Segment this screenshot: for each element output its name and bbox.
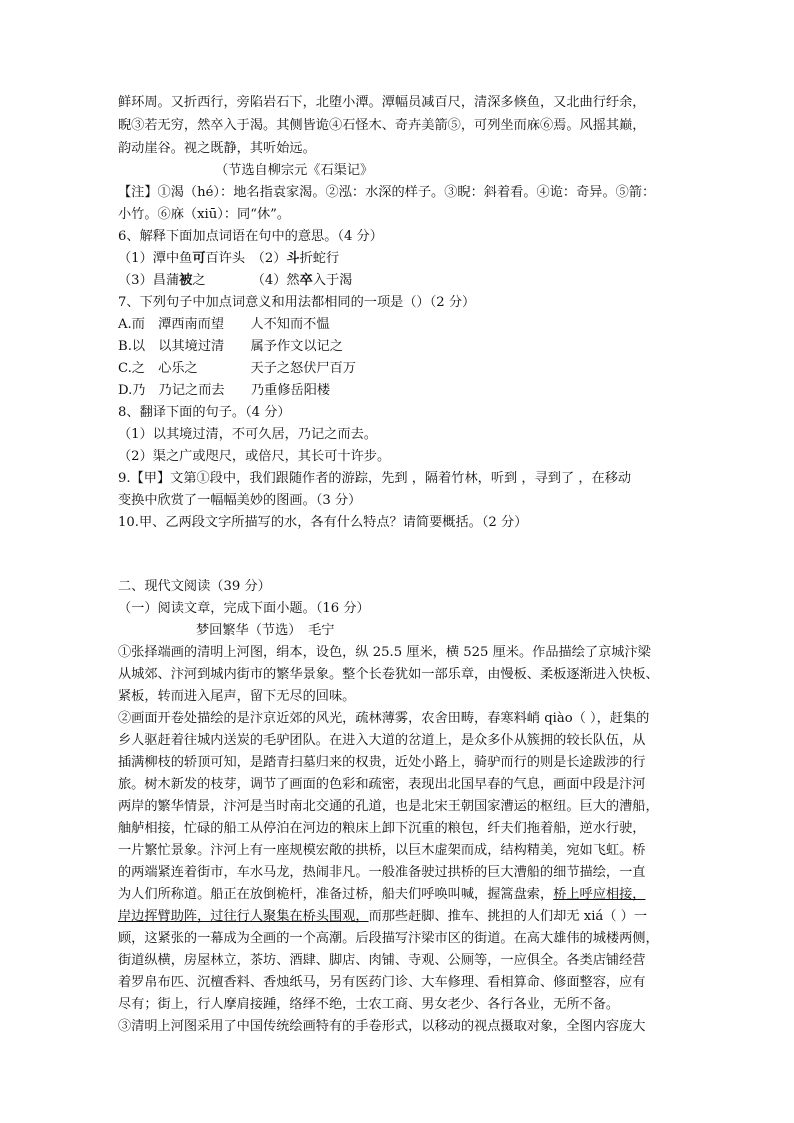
q6c-post: 之 （4）然 — [192, 273, 300, 288]
annotation-line-1: 【注】①渴（hé）：地名指袁家渴。②泓：水深的样子。③睨：斜着看。④诡：奇异。⑤箭： — [118, 185, 656, 200]
article-line — [118, 907, 647, 927]
question-7: 7、下列句子中加点词意义和用法都相同的一项是（）（2 分） — [118, 295, 476, 310]
q6a-key: 可 — [192, 251, 206, 266]
question-7-option-a: A.而 潭西南而望 人不知而不愠 — [118, 317, 330, 332]
q6a-post: 百许头 （2） — [205, 251, 287, 266]
q6d-post: 入于渴 — [312, 273, 353, 288]
article-line: ①张择端画的清明上河图，绢本，设色，纵 25.5 厘米，横 525 厘米。作品描绘了京城汴梁 — [118, 645, 651, 660]
question-6: 6、解释下面加点词语在句中的意思。（4 分） — [118, 229, 383, 244]
question-7-option-b: B.以 以其境过清 属予作文以记之 — [118, 339, 343, 354]
question-9-line-1: 9.【甲】文第①段中，我们跟随作者的游踪，先到 ，隔着竹林，听到 ，寻到了 ，在移动 — [118, 471, 632, 486]
article-line: 的两端紧连着街市，车水马龙，热闹非凡。一般准备驶过拱桥的巨大漕船的细节描绘，一直 — [118, 865, 646, 880]
article-line: 一片繁忙景象。汴河上有一座规模宏敞的拱桥，以巨木虚架而成，结构精美，宛如飞虹。桥 — [118, 843, 646, 858]
classical-text-line-3: 韵动崖谷。视之既静，其听始远。 — [118, 141, 316, 156]
q6b-key: 斗 — [286, 251, 300, 266]
article-line: 两岸的繁华情景，汴河是当时南北交通的孔道，也是北宋王朝国家漕运的枢纽。巨大的漕船， — [118, 799, 659, 814]
article-text: 为人们所称道。船正在放倒桅杆，准备过桥，船夫们呼唤叫喊，握篙盘索， — [118, 887, 554, 902]
article-line: 乡人驱赶着往城内送炭的毛驴团队。在进入大道的岔道上，是众多仆从簇拥的较长队伍，从 — [118, 733, 646, 748]
underlined-sentence: 岸边挥臂助阵，过往行人聚集在桥头围观， — [118, 909, 369, 924]
article-line: 顾，这紧张的一幕成为全画的一个高潮。后段描写汴梁市区的街道。在高大雄伟的城楼两侧， — [118, 931, 659, 946]
underlined-sentence: 桥上呼应相接， — [553, 887, 646, 902]
question-6-items-2 — [118, 271, 352, 291]
article-line: 旅。树木新发的枝芽，调节了画面的色彩和疏密，表现出北国早春的气息，画面中段是汴河 — [118, 777, 646, 792]
article-line: 着罗帛布匹、沉檀香料、香烛纸马，另有医药门诊、大车修理、看相算命、修面整容，应有 — [118, 975, 646, 990]
article-line: 尽有；街上，行人摩肩接踵，络绎不绝，士农工商、男女老少、各行各业，无所不备。 — [118, 997, 620, 1012]
question-8-item-2: （2）渠之广或咫尺，或倍尺，其长可十许步。 — [118, 449, 391, 464]
article-line: 街道纵横，房屋林立，茶坊、酒肆、脚店、肉铺、寺观、公厕等，一应俱全。各类店铺经营 — [118, 953, 646, 968]
section-heading: 二、现代文阅读（39 分） — [118, 579, 271, 594]
article-line: 紧板，转而进入尾声，留下无尽的回味。 — [118, 689, 356, 704]
question-8-item-1: （1）以其境过清，不可久居，乃记之而去。 — [118, 427, 377, 442]
question-8: 8、翻译下面的句子。（4 分） — [118, 405, 291, 420]
article-line: ③清明上河图采用了中国传统绘画特有的手卷形式，以移动的视点摄取对象，全图内容庞大 — [118, 1019, 646, 1034]
q6c-pre: （3）昌蒲 — [118, 273, 180, 288]
article-line: 从城郊、汴河到城内街市的繁华景象。整个长卷犹如一部乐章，由慢板、柔板逐渐进入快板、 — [118, 667, 659, 682]
q6a-pre: （1）潭中鱼 — [118, 251, 193, 266]
question-9-line-2: 变换中欣赏了一幅幅美妙的图画。（3 分） — [118, 493, 362, 508]
classical-text-line-2: 睨③若无穷，然卒入于渴。其侧皆诡④石怪木、奇卉美箭⑤，可列坐而庥⑥焉。风摇其巅， — [118, 118, 646, 133]
q6b-post: 折蛇行 — [299, 251, 340, 266]
source-citation: （节选自柳宗元《石渠记》 — [215, 163, 374, 178]
classical-text-line-1: 鲜环周。又折西行，旁陷岩石下，北堕小潭。潭幅员减百尺，清深多倏鱼，又北曲行纡余， — [118, 95, 646, 110]
article-title: 梦回繁华（节选） 毛宁 — [196, 623, 335, 638]
question-7-option-d: D.乃 乃记之而去 乃重修岳阳楼 — [118, 383, 331, 398]
annotation-line-2: 小竹。⑥庥（xiū）：同“休”。 — [118, 207, 291, 222]
article-line: 插满柳枝的轿顶可知，是踏青扫墓归来的权贵，近处小路上，骑驴而行的则是长途跋涉的行 — [118, 755, 646, 770]
q6c-key: 被 — [179, 273, 193, 288]
question-10: 10.甲、乙两段文字所描写的水，各有什么特点？请简要概括。（2 分） — [118, 515, 528, 530]
question-6-items-1 — [118, 249, 339, 269]
q6d-key: 卒 — [299, 273, 313, 288]
article-line — [118, 885, 646, 905]
article-line: 舳舻相接，忙碌的船工从停泊在河边的粮床上卸下沉重的粮包，纤夫们拖着船，逆水行驶， — [118, 821, 646, 836]
question-7-option-c: C.之 心乐之 天子之怒伏尸百万 — [118, 361, 356, 376]
article-line: ②画面开卷处描绘的是汴京近郊的风光，疏林薄雾，农舍田畴，春寒料峭 qiào（ ），赶集的 — [118, 711, 650, 726]
article-text: 而那些赶脚、推车、挑担的人们却无 xiá（ ）一 — [368, 909, 648, 924]
sub-heading: （一）阅读文章，完成下面小题。（16 分） — [118, 601, 370, 616]
